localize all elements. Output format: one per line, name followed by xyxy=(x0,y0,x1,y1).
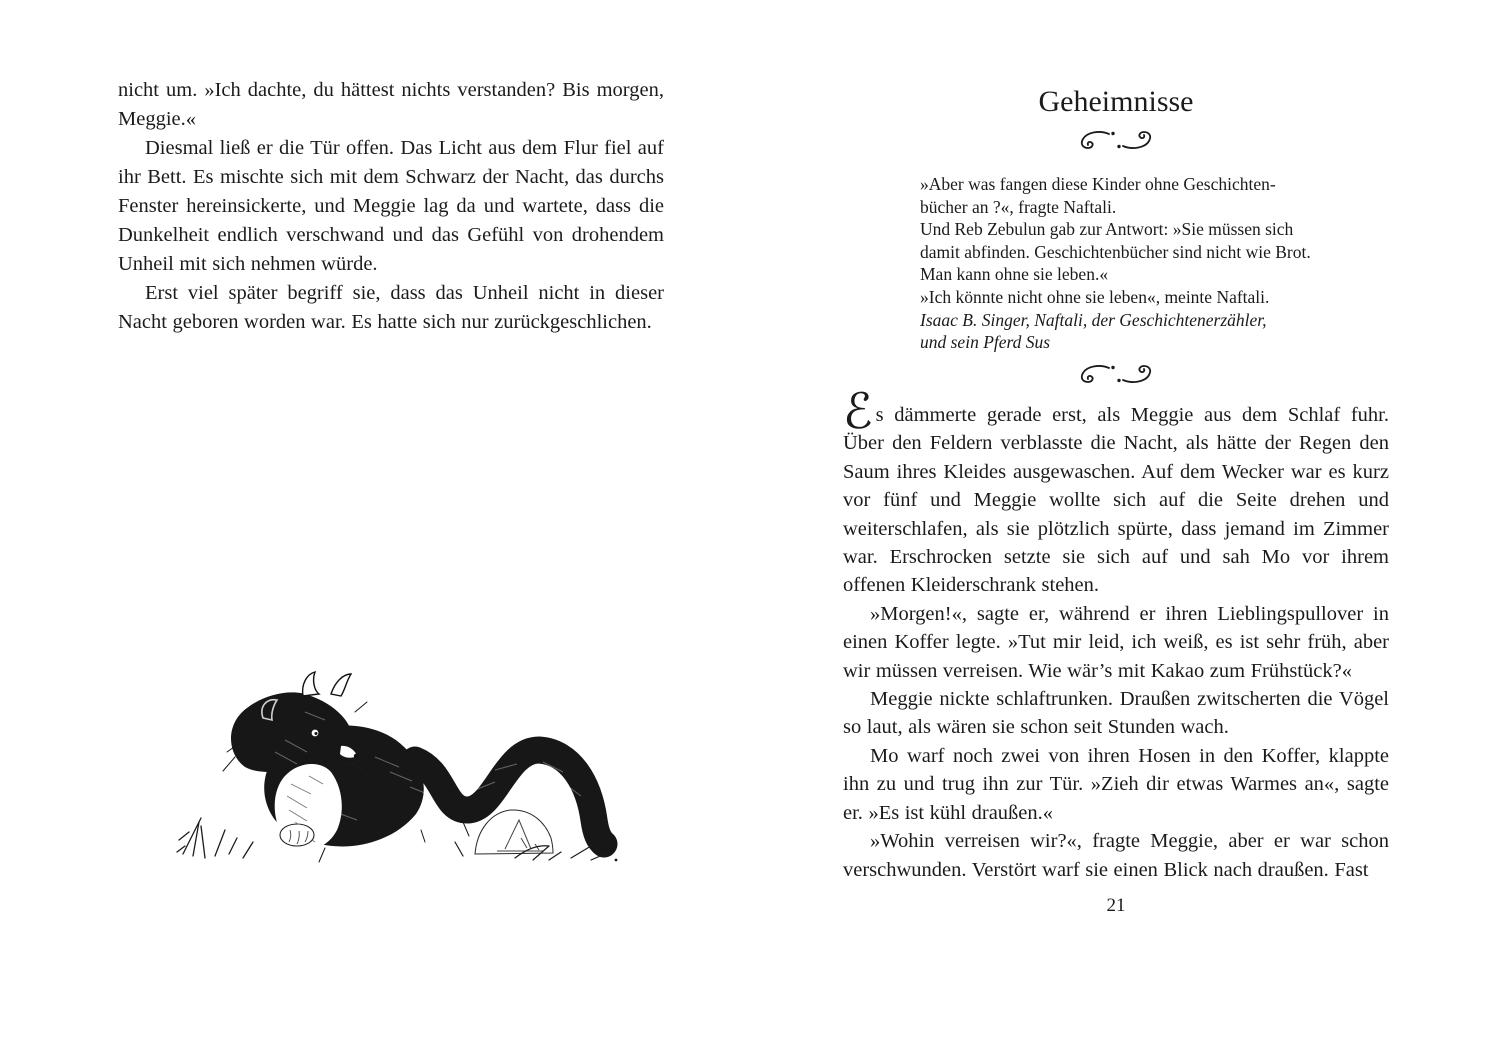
flourish-left xyxy=(1082,366,1115,382)
right-page xyxy=(843,85,1389,1035)
body-paragraph-2: »Morgen!«, sagte er, während er ihren Lieblingspullover in einen Koffer legte. »Tut mir leid, ich weiß, es ist sehr früh, aber wir müssen verreisen. Wie wär’s mit Kakao zum Frühstück?« xyxy=(843,602,1389,682)
left-paragraph-1: nicht um. »Ich dachte, du hättest nichts verstanden? Bis morgen, Meggie.« xyxy=(118,79,664,130)
body-paragraph-4: Mo warf noch zwei von ihren Hosen in den Koffer, klappte ihn zu und trug ihn zur Tür. »Zieh dir etwas Warmes an«, sagte er. »Es ist kühl draußen.« xyxy=(843,744,1389,824)
drop-cap: ℰ xyxy=(843,383,873,440)
flourish-right xyxy=(1117,366,1150,382)
flourish-right xyxy=(1117,132,1150,148)
marten-illustration xyxy=(175,662,645,868)
marten-drawing xyxy=(175,662,645,868)
paw xyxy=(280,824,314,846)
horns xyxy=(303,672,351,696)
head xyxy=(231,692,353,772)
left-paragraph-3: Erst viel später begriff sie, dass das Unheil nicht in dieser Nacht geboren worden war. Es hatte sich nur zurückgeschlichen. xyxy=(118,282,664,333)
nose xyxy=(354,754,358,758)
body-paragraph-1-text: s dämmerte gerade erst, als Meggie aus dem Schlaf fuhr. Über den Feldern verblasste die Nacht, als hätte der Regen den Saum ihres Kleides ausgewaschen. Auf dem Wecker war es kurz vor fünf und Meggie wollte sich auf die Seite drehen und weiterschlafen, als sie plötzlich spürte, dass jemand im Zimmer war. Erschrocken setzte sie sich auf und sah Mo vor ihrem offenen Kleiderschrank stehen. xyxy=(843,404,1389,597)
epigraph-line: Man kann ohne sie leben.« xyxy=(920,264,1109,285)
epigraph-attribution: und sein Pferd Sus xyxy=(920,332,1051,353)
left-page xyxy=(118,76,664,337)
epigraph-line: Und Reb Zebulun gab zur Antwort: »Sie müssen sich xyxy=(920,219,1294,240)
page-number: 21 xyxy=(1106,895,1126,916)
left-paragraph-2: Diesmal ließ er die Tür offen. Das Licht aus dem Flur fiel auf ihr Bett. Es mischte sich mit dem Schwarz der Nacht, das durchs Fenster hereinsickerte, und Meggie lag da und wartete, dass die Dunkelheit endlich verschwand und das Gefühl von drohendem Unheil mit sich nehmen würde. xyxy=(118,137,664,275)
epigraph-line: »Aber was fangen diese Kinder ohne Geschichten- xyxy=(920,174,1276,194)
epigraph-line: damit abfinden. Geschichtenbücher sind nicht wie Brot. xyxy=(920,241,1311,262)
grass-dot xyxy=(615,859,618,862)
body-paragraph-5: »Wohin verreisen wir?«, fragte Meggie, aber er war schon verschwunden. Verstört warf sie einen Blick nach draußen. Fast xyxy=(843,830,1389,881)
body-paragraph-1 xyxy=(843,383,1389,600)
epigraph-line: »Ich könnte nicht ohne sie leben«, meinte Naftali. xyxy=(920,286,1270,307)
flourish-ornament-top xyxy=(843,129,1389,151)
eye-pupil xyxy=(315,732,318,735)
grass-left xyxy=(177,818,253,858)
epigraph-attribution: Isaac B. Singer, Naftali, der Geschichtenerzähler, xyxy=(920,309,1267,330)
chapter-title: Geheimnisse xyxy=(1038,85,1194,118)
flourish-ornament-bottom xyxy=(843,363,1389,385)
flourish-left xyxy=(1082,132,1115,148)
epigraph-line: bücher an ?«, fragte Naftali. xyxy=(920,196,1117,217)
chapter-body xyxy=(843,383,1389,884)
body-paragraph-3: Meggie nickte schlaftrunken. Draußen zwitscherten die Vögel so laut, als wären sie schon seit Stunden wach. xyxy=(843,688,1389,739)
epigraph xyxy=(920,173,1325,354)
